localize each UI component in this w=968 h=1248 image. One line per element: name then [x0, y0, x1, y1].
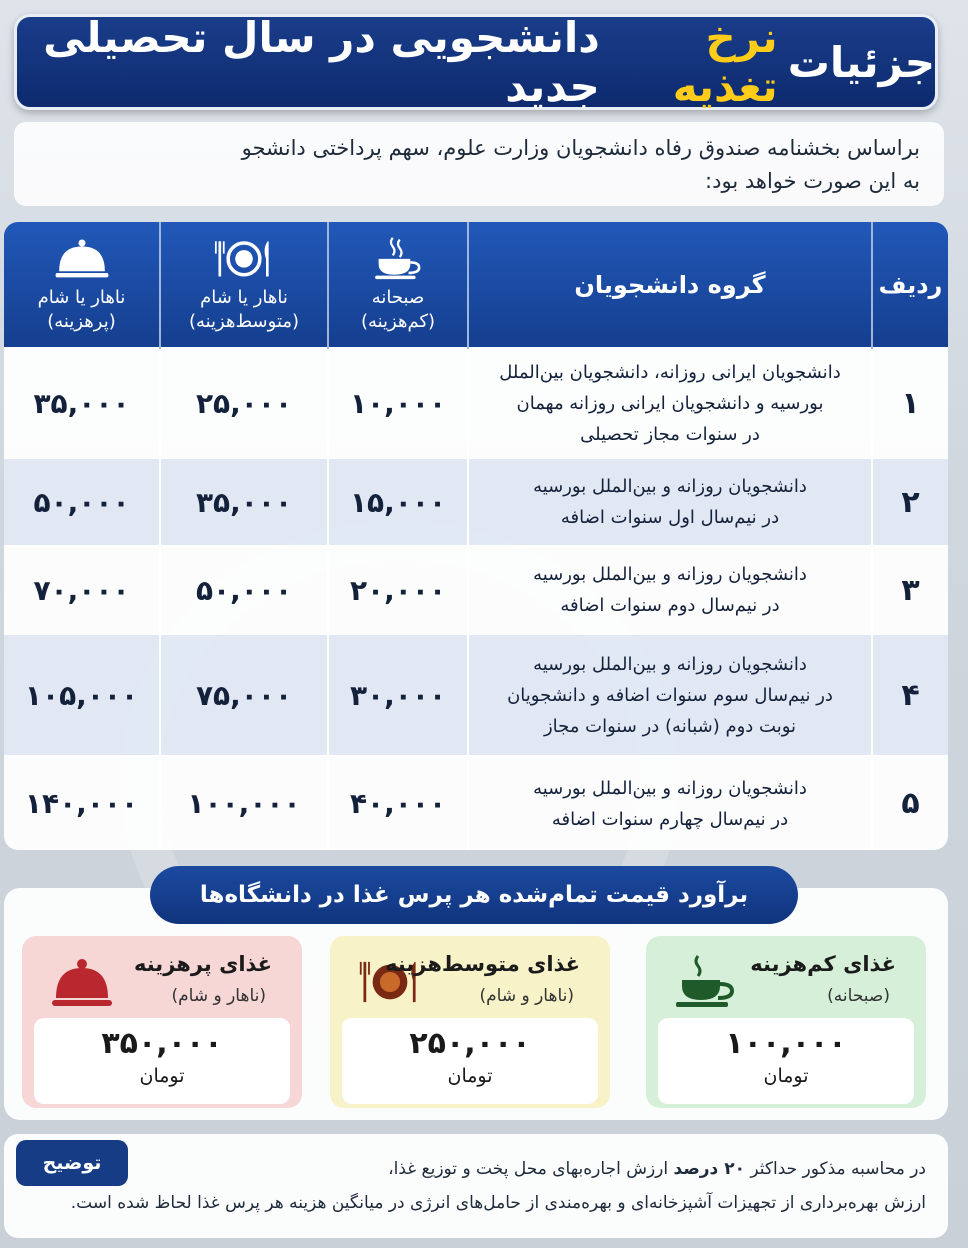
intro-line-2: به این صورت خواهد بود: [705, 169, 920, 193]
breakfast-price: ۴۰,۰۰۰ [328, 756, 468, 850]
mid-cost-price: ۲۵,۰۰۰ [160, 348, 328, 458]
row-description-line: در نیم‌سال دوم سنوات اضافه [560, 595, 780, 616]
note-line-1 [26, 1152, 926, 1186]
row-number: ۱ [872, 348, 948, 458]
header-breakfast-line2: (کم‌هزینه) [360, 310, 436, 332]
premium-price: ۳۵,۰۰۰ [4, 348, 160, 458]
row-description-line: دانشجویان روزانه و بین‌الملل بورسیه [533, 476, 807, 497]
table-row [4, 634, 948, 756]
row-description-line: در سنوات مجاز تحصیلی [580, 423, 760, 445]
breakfast-price: ۱۵,۰۰۰ [328, 458, 468, 546]
header-mid-cost [160, 222, 328, 348]
page-title [14, 14, 938, 110]
card-amount: ۲۵۰,۰۰۰ [409, 1026, 531, 1061]
row-description [468, 546, 872, 634]
row-description-line: دانشجویان روزانه و بین‌الملل بورسیه [533, 653, 807, 675]
row-number: ۲ [872, 458, 948, 546]
header-mid-line2: (متوسط‌هزینه) [188, 310, 300, 332]
title-highlight: نرخ تغذیه [672, 13, 778, 111]
coffee-cup-icon [674, 954, 738, 1010]
note-text: در محاسبه مذکور حداکثر [750, 1159, 926, 1179]
premium-price: ۵۰,۰۰۰ [4, 458, 160, 546]
premium-meal-card [22, 936, 302, 1108]
card-title: غذای پرهزینه [134, 952, 272, 976]
card-value-box [658, 1018, 914, 1104]
card-subtitle: (صبحانه) [827, 986, 890, 1006]
card-subtitle: (ناهار و شام) [479, 986, 574, 1006]
header-breakfast [328, 222, 468, 348]
note-line-2: ارزش بهره‌برداری از تجهیزات آشپزخانه‌ای و بهره‌مندی از حامل‌های انرژی در میانگین هزینه هر پرس غذا لحاظ شده است. [70, 1193, 926, 1213]
row-number: ۳ [872, 546, 948, 634]
header-mid-line1: ناهار یا شام [200, 286, 288, 308]
header-premium-line2: (پرهزینه) [47, 310, 116, 332]
rates-table [4, 222, 948, 850]
header-premium-line1: ناهار یا شام [37, 286, 126, 308]
breakfast-price: ۲۰,۰۰۰ [328, 546, 468, 634]
estimate-title: برآورد قیمت تمام‌شده هر پرس غذا در دانشگاه‌ها [150, 866, 798, 924]
mid-cost-price: ۱۰۰,۰۰۰ [160, 756, 328, 850]
mid-cost-price: ۳۵,۰۰۰ [160, 458, 328, 546]
card-amount: ۳۵۰,۰۰۰ [101, 1026, 223, 1061]
row-description-line: دانشجویان روزانه و بین‌الملل بورسیه [533, 777, 807, 799]
premium-price: ۷۰,۰۰۰ [4, 546, 160, 634]
row-number: ۵ [872, 756, 948, 850]
cloche-icon [50, 236, 114, 280]
note-section [4, 1134, 948, 1238]
row-description-line: در نیم‌سال سوم سنوات اضافه و دانشجویان [507, 684, 833, 706]
row-number: ۴ [872, 634, 948, 756]
row-description-line: دانشجویان ایرانی روزانه، دانشجویان بین‌الملل [499, 361, 841, 383]
card-unit: تومان [447, 1065, 493, 1087]
row-description [468, 756, 872, 850]
header-row-number: ردیف [872, 222, 948, 348]
row-description-line: در نیم‌سال چهارم سنوات اضافه [551, 808, 789, 830]
table-row [4, 546, 948, 634]
plate-cutlery-icon [209, 236, 279, 280]
header-premium [4, 222, 160, 348]
note-bold-text: ۲۰ درصد [673, 1159, 745, 1179]
card-title: غذای متوسط‌هزینه [385, 952, 580, 976]
table-row [4, 348, 948, 458]
mid-cost-meal-card [330, 936, 610, 1108]
card-title: غذای کم‌هزینه [750, 952, 896, 976]
cloche-icon [50, 954, 114, 1010]
card-unit: تومان [763, 1065, 809, 1087]
title-part2: دانشجویی در سال تحصیلی جدید [43, 13, 600, 111]
row-description-line: نوبت دوم (شبانه) در سنوات مجاز [543, 715, 797, 737]
table-row [4, 756, 948, 850]
row-description-line: در نیم‌سال اول سنوات اضافه [560, 507, 780, 528]
note-badge: توضیح [16, 1140, 128, 1186]
premium-price: ۱۴۰,۰۰۰ [4, 756, 160, 850]
card-amount: ۱۰۰,۰۰۰ [725, 1026, 847, 1061]
breakfast-price: ۱۰,۰۰۰ [328, 348, 468, 458]
row-description-line: بورسیه و دانشجویان ایرانی روزانه مهمان [516, 392, 824, 414]
card-unit: تومان [139, 1065, 185, 1087]
premium-price: ۱۰۵,۰۰۰ [4, 634, 160, 756]
card-subtitle: (ناهار و شام) [171, 986, 266, 1006]
card-value-box [342, 1018, 598, 1104]
row-description [468, 634, 872, 756]
intro-line-1: براساس بخشنامه صندوق رفاه دانشجویان وزارت علوم، سهم پرداختی دانشجو [241, 136, 920, 160]
row-description [468, 458, 872, 546]
note-text: ارزش اجاره‌بهای محل پخت و توزیع غذا، [388, 1159, 669, 1179]
row-description [468, 348, 872, 458]
coffee-cup-icon [368, 236, 428, 280]
mid-cost-price: ۷۵,۰۰۰ [160, 634, 328, 756]
breakfast-price: ۳۰,۰۰۰ [328, 634, 468, 756]
table-header-row [4, 222, 948, 348]
title-part1: جزئیات [787, 37, 935, 87]
row-description-line: دانشجویان روزانه و بین‌الملل بورسیه [533, 564, 807, 585]
header-student-group: گروه دانشجویان [468, 222, 872, 348]
card-value-box [34, 1018, 290, 1104]
mid-cost-price: ۵۰,۰۰۰ [160, 546, 328, 634]
header-breakfast-line1: صبحانه [371, 286, 425, 308]
intro-text [14, 122, 944, 206]
low-cost-meal-card [646, 936, 926, 1108]
table-row [4, 458, 948, 546]
